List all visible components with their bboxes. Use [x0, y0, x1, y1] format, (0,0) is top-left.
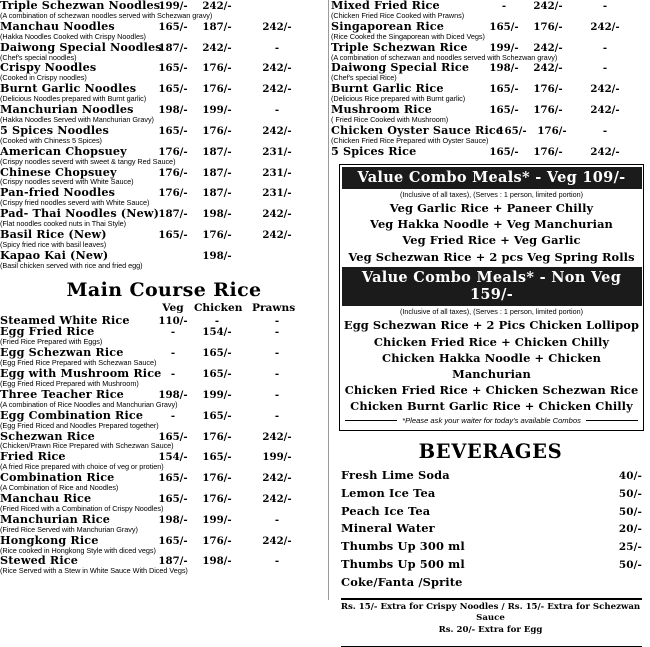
- menu-item-description: (Hakka Noodles Served with Manchurian Gravy): [0, 114, 154, 124]
- menu-item-name: Pan-fried Noodles: [0, 185, 116, 200]
- combo-line: Chicken Fried Rice + Chicken Chilly: [373, 334, 610, 349]
- menu-item-price-prawns: 242/-: [262, 534, 292, 547]
- beverage-price: 50/-: [618, 505, 642, 518]
- menu-item-price-veg: 187/-: [158, 555, 188, 568]
- menu-item-price-veg: 165/-: [158, 492, 188, 505]
- menu-item-name: Mixed Fried Rice: [331, 0, 440, 12]
- menu-item-row: [0, 226, 328, 249]
- menu-item-name: Manchurian Noodles: [0, 102, 134, 117]
- menu-item-row: [0, 428, 328, 451]
- menu-item-name: American Chopsuey: [0, 143, 127, 158]
- menu-item-row: [0, 451, 328, 471]
- menu-item-price-veg: 165/-: [158, 228, 188, 241]
- menu-item-name: Pad- Thai Noodles (New): [0, 206, 160, 221]
- footer-note-line-1: Rs. 15/- Extra for Crispy Noodles / Rs. 15/- Extra for Schezwan Sauce: [340, 601, 641, 624]
- menu-item-price-prawns: -: [274, 388, 280, 401]
- menu-item-price-chicken: 176/-: [533, 145, 563, 158]
- menu-item-name: Egg Schezwan Rice: [0, 345, 124, 360]
- column-header-chicken: Chicken: [194, 302, 243, 315]
- menu-item-row: [0, 555, 328, 575]
- menu-item-row: [331, 18, 650, 41]
- menu-item-row: [0, 62, 328, 82]
- menu-item-row: [0, 187, 328, 207]
- menu-item-price-chicken: 242/-: [533, 0, 563, 12]
- menu-item-price-chicken: 165/-: [202, 368, 232, 381]
- menu-item-price-chicken: 154/-: [202, 326, 232, 339]
- menu-item-price-chicken: 199/-: [202, 513, 232, 526]
- menu-item-description: (A fried Rice prepared with choice of veg or protien): [0, 462, 164, 472]
- menu-item-description: (A Combination of Rice and Noodles): [0, 483, 119, 493]
- menu-item-price-chicken: 176/-: [202, 472, 232, 485]
- menu-item-price-chicken: 198/-: [202, 208, 232, 221]
- beverage-name: Lemon Ice Tea: [341, 485, 436, 500]
- menu-item-price-prawns: -: [274, 409, 280, 422]
- menu-item-row: [0, 511, 328, 534]
- combo-line: Chicken Fried Rice + Chicken Schezwan Rice: [344, 383, 639, 398]
- menu-item-row: [0, 386, 328, 409]
- menu-item-price-prawns: 242/-: [590, 20, 620, 33]
- menu-item-description: (Fired Rice Served with Manchurian Gravy): [0, 524, 138, 534]
- menu-item-name: Combination Rice: [0, 470, 115, 485]
- menu-item-row: [331, 62, 650, 82]
- menu-item-price-chicken: 176/-: [202, 83, 232, 96]
- menu-item-price-chicken: 176/-: [202, 124, 232, 137]
- menu-item-price-prawns: 242/-: [262, 430, 292, 443]
- menu-item-price-prawns: -: [602, 41, 608, 54]
- menu-item-price-prawns: 242/-: [262, 472, 292, 485]
- menu-item-price-chicken: 187/-: [202, 166, 232, 179]
- menu-item-price-chicken: 199/-: [202, 104, 232, 117]
- menu-item-row: [0, 104, 328, 124]
- menu-item-price-veg: 176/-: [158, 166, 188, 179]
- footer-note: [331, 600, 650, 639]
- beverage-price: 50/-: [618, 487, 642, 500]
- menu-item-price-chicken: -: [214, 315, 220, 328]
- menu-item-row: [0, 490, 328, 513]
- left-column: [0, 0, 328, 600]
- footnote-rule-left: [345, 420, 397, 421]
- menu-item-price-prawns: -: [274, 347, 280, 360]
- menu-item-price-chicken: 176/-: [202, 430, 232, 443]
- menu-item-row: [0, 247, 328, 270]
- menu-item-price-veg: 165/-: [158, 534, 188, 547]
- menu-item-name: Chicken Oyster Sauce Rice: [331, 122, 504, 137]
- menu-item-description: (Chicken/Prawn Rice Prepared with Schezwan Sauce): [0, 441, 174, 451]
- menu-item-description: (Crispy noodles severd with sweet & tangy Red Sauce): [0, 156, 176, 166]
- menu-item-name: Steamed White Rice: [0, 313, 130, 328]
- menu-item-description: (Fried Riced with a Combination of Crispy Noodles): [0, 503, 164, 513]
- menu-item-row: [0, 472, 328, 492]
- menu-item-row: [0, 208, 328, 228]
- combo-line: Chicken Burnt Garlic Rice + Chicken Chilly: [350, 399, 633, 414]
- beverage-row: [341, 520, 642, 538]
- beverage-name: Fresh Lime Soda: [341, 467, 450, 482]
- combo-line: Veg Garlic Rice + Paneer Chilly: [389, 201, 594, 216]
- beverage-row: [341, 503, 642, 521]
- menu-item-price-chicken: 176/-: [202, 492, 232, 505]
- menu-item-name: Mushroom Rice: [331, 102, 432, 117]
- menu-item-price-veg: 165/-: [158, 20, 188, 33]
- menu-item-name: Egg with Mushroom Rice: [0, 366, 162, 381]
- menu-item-price-prawns: 242/-: [262, 124, 292, 137]
- menu-item-row: [0, 368, 328, 388]
- menu-item-name: Stewed Rice: [0, 553, 78, 568]
- menu-item-price-prawns: 242/-: [262, 62, 292, 75]
- menu-item-description: (Crispy noodles severd with White Sauce): [0, 177, 134, 187]
- menu-item-price-chicken: 176/-: [202, 228, 232, 241]
- menu-item-description: (Flat noodles cooked nuts in Thai Style): [0, 219, 127, 229]
- menu-item-price-veg: 198/-: [489, 62, 519, 75]
- menu-item-price-prawns: 242/-: [262, 492, 292, 505]
- menu-item-name-row: [0, 247, 328, 262]
- menu-item-price-veg: 110/-: [158, 315, 188, 328]
- menu-item-row: [331, 39, 650, 62]
- combo-line: Chicken Hakka Noodle + Chicken Manchurian: [382, 350, 601, 381]
- right-column: [331, 0, 650, 635]
- menu-item-price-prawns: -: [274, 315, 280, 328]
- menu-item-description: (Chicken Fried Rice Cooked with Prawns): [331, 10, 465, 20]
- beverage-row: [341, 538, 642, 556]
- menu-item-price-chicken: 176/-: [202, 62, 232, 75]
- menu-item-name: Burnt Garlic Noodles: [0, 81, 137, 96]
- menu-item-price-prawns: -: [602, 0, 608, 12]
- menu-item-name: Daiwong Special Rice: [331, 60, 470, 75]
- beverage-name: Coke/Fanta /Sprite: [341, 574, 463, 589]
- combo-veg-heading: Value Combo Meals* - Veg 109/-: [342, 167, 642, 189]
- menu-item-name: Schezwan Rice: [0, 428, 95, 443]
- menu-item-row: [0, 347, 328, 367]
- menu-item-row: [0, 143, 328, 166]
- menu-item-description: (Cooked with Chiness 5 Spices): [0, 135, 102, 145]
- rice-item-list-continued: [331, 0, 650, 157]
- menu-item-description: (Basil chicken served with rice and fried egg): [0, 260, 143, 270]
- menu-item-price-prawns: 231/-: [262, 145, 292, 158]
- combo-line: Egg Schezwan Rice + 2 Pics Chicken Lollipop: [343, 318, 640, 333]
- menu-item-row: [0, 326, 328, 346]
- beverage-row: [341, 467, 642, 485]
- menu-item-name: 5 Spices Rice: [331, 143, 417, 158]
- menu-item-name: Daiwong Special Noodles: [0, 39, 162, 54]
- menu-item-name: Singaporean Rice: [331, 18, 444, 33]
- menu-item-price-prawns: 242/-: [262, 83, 292, 96]
- menu-item-price-prawns: -: [602, 62, 608, 75]
- menu-item-name: Manchau Noodles: [0, 18, 115, 33]
- menu-item-price-veg: -: [170, 409, 176, 422]
- menu-item-row: [0, 83, 328, 103]
- beverage-name: Thumbs Up 300 ml: [341, 539, 465, 554]
- menu-item-price-chicken: 176/-: [533, 83, 563, 96]
- menu-item-price-chicken: 242/-: [533, 62, 563, 75]
- combo-nonveg-note: (Inclusive of all taxes), (Serves : 1 person, limited portion): [400, 307, 583, 317]
- menu-item-name: 5 Spices Noodles: [0, 122, 109, 137]
- menu-item-row: [0, 0, 328, 20]
- beverage-row: [341, 574, 642, 591]
- menu-item-description: (Chicken Fried Rice Prepared with Oyster Sauce): [331, 135, 489, 145]
- menu-item-description: (Rice cooked in Hongkong Style with diced vegs): [0, 545, 156, 555]
- menu-item-description: (Egg Fried Riced and Noodles Prepared together): [0, 420, 159, 430]
- footer-note-line-2: Rs. 20/- Extra for Egg: [438, 624, 543, 635]
- menu-item-description: (Delicious Noodles prepared with Burnt garlic): [0, 94, 147, 104]
- menu-item-price-chicken: 187/-: [202, 187, 232, 200]
- menu-item-description: (Rice Cooked the Singaporean with Diced Vegs): [331, 31, 485, 41]
- menu-item-description: (A combination of Rice Noodles and Manchurian Gravy): [0, 399, 178, 409]
- menu-item-price-veg: 165/-: [489, 145, 519, 158]
- combo-footnote-row: [342, 414, 642, 428]
- column-divider: [328, 0, 329, 600]
- menu-item-price-veg: 165/-: [158, 62, 188, 75]
- beverage-name: Mineral Water: [341, 521, 435, 536]
- beverage-price: 50/-: [618, 559, 642, 572]
- menu-item-description: (Delicious Rice prepared with Burnt garlic): [331, 94, 466, 104]
- menu-item-price-chicken: 187/-: [202, 20, 232, 33]
- menu-item-description: (Spicy fried rice with basil leaves): [0, 239, 107, 249]
- beverage-price: 20/-: [618, 523, 642, 536]
- menu-item-price-chicken: 176/-: [537, 124, 567, 137]
- menu-item-price-chicken: 165/-: [202, 347, 232, 360]
- menu-item-price-veg: 165/-: [158, 472, 188, 485]
- menu-item-name: Burnt Garlic Rice: [331, 81, 444, 96]
- menu-item-price-prawns: 242/-: [590, 104, 620, 117]
- menu-item-price-veg: 198/-: [158, 388, 188, 401]
- menu-item-description: (Hakka Noodles Cooked with Crispy Noodles): [0, 31, 146, 41]
- menu-item-price-veg: 154/-: [158, 451, 188, 464]
- menu-item-price-prawns: -: [274, 368, 280, 381]
- beverage-name: Peach Ice Tea: [341, 503, 431, 518]
- menu-item-description: ( Fried Rice Cooked with Mushroom): [331, 114, 449, 124]
- menu-item-row: [0, 164, 328, 187]
- menu-item-price-prawns: -: [274, 326, 280, 339]
- beverages-item-list: [341, 467, 642, 591]
- menu-item-price-veg: 165/-: [497, 124, 527, 137]
- menu-item-price-veg: 165/-: [489, 83, 519, 96]
- menu-item-price-chicken: 242/-: [533, 41, 563, 54]
- noodles-item-list: [0, 0, 328, 270]
- menu-item-name: Chinese Chopsuey: [0, 164, 117, 179]
- menu-item-name: Fried Rice: [0, 449, 66, 464]
- combo-line: Veg Fried Rice + Veg Garlic: [402, 233, 581, 248]
- menu-item-row: [0, 122, 328, 145]
- combo-nonveg-line-list: [342, 317, 642, 414]
- menu-item-row: [331, 104, 650, 124]
- menu-item-price-veg: 165/-: [158, 124, 188, 137]
- menu-item-price-prawns: 242/-: [590, 83, 620, 96]
- menu-item-price-veg: 187/-: [158, 208, 188, 221]
- menu-item-price-prawns: 242/-: [262, 20, 292, 33]
- menu-item-row: [0, 39, 328, 62]
- menu-item-row: [331, 122, 650, 145]
- menu-item-description: (Rice Served with a Stew in White Sauce With Diced Vegs): [0, 566, 188, 576]
- menu-item-name: Crispy Noodles: [0, 60, 97, 75]
- menu-item-price-chicken: 187/-: [202, 145, 232, 158]
- menu-item-price-veg: 198/-: [158, 104, 188, 117]
- combo-footnote-text: *Please ask your waiter for today's available Combos: [402, 416, 581, 426]
- combo-nonveg-body: [342, 306, 642, 429]
- menu-item-price-veg: -: [170, 326, 176, 339]
- combo-veg-body: [342, 189, 642, 267]
- menu-item-price-prawns: -: [602, 124, 608, 137]
- menu-item-price-chicken: 242/-: [202, 0, 232, 12]
- main-course-rice-title: Main Course Rice: [66, 279, 262, 302]
- combo-veg-note: (Inclusive of all taxes), (Serves : 1 person, limited portion): [400, 190, 583, 200]
- beverage-name: Thumbs Up 500 ml: [341, 557, 465, 572]
- menu-item-description: (Fried Rice Prepared with Eggs): [0, 337, 103, 347]
- menu-item-price-chicken: 242/-: [202, 41, 232, 54]
- menu-item-price-veg: 165/-: [158, 83, 188, 96]
- menu-item-price-chicken: 198/-: [202, 555, 232, 568]
- menu-item-price-prawns: 231/-: [262, 187, 292, 200]
- menu-item-name: Three Teacher Rice: [0, 386, 124, 401]
- menu-item-name: Manchau Rice: [0, 490, 92, 505]
- beverage-row: [341, 485, 642, 503]
- menu-item-row: [0, 18, 328, 41]
- menu-item-price-veg: 165/-: [489, 20, 519, 33]
- menu-item-description: (Egg Fried Riced Prepared with Mushroom): [0, 379, 139, 389]
- menu-item-row: [0, 532, 328, 555]
- menu-item-price-veg: 165/-: [489, 104, 519, 117]
- menu-item-price-veg: 199/-: [158, 0, 188, 12]
- menu-item-row: [331, 0, 650, 20]
- menu-item-price-veg: 198/-: [158, 513, 188, 526]
- menu-item-price-chicken: 199/-: [202, 388, 232, 401]
- menu-item-description: (Cooked in Crispy noodles): [0, 73, 87, 83]
- beverage-row: [341, 556, 642, 574]
- menu-item-price-chicken: 176/-: [202, 534, 232, 547]
- menu-item-price-prawns: -: [274, 41, 280, 54]
- menu-item-description: (Chef's special noodles): [0, 52, 77, 62]
- menu-item-price-chicken: 176/-: [533, 20, 563, 33]
- menu-item-row: [331, 143, 650, 158]
- beverage-price: 25/-: [618, 541, 642, 554]
- combo-nonveg-heading: Value Combo Meals* - Non Veg 159/-: [342, 267, 642, 306]
- menu-item-price-veg: -: [170, 368, 176, 381]
- menu-item-row: [331, 83, 650, 103]
- menu-item-description: (Egg Fried Rice Prepared with Schezwan Sauce): [0, 358, 157, 368]
- menu-item-name: Kapao Kai (New): [0, 247, 109, 262]
- menu-item-name: Manchurian Rice: [0, 511, 110, 526]
- menu-item-price-prawns: -: [274, 555, 280, 568]
- menu-item-price-prawns: -: [274, 513, 280, 526]
- column-header-prawns: Prawns: [252, 302, 296, 315]
- menu-item-name: Basil Rice (New): [0, 226, 107, 241]
- menu-item-price-prawns: 242/-: [262, 228, 292, 241]
- value-combo-veg-box: [339, 164, 644, 431]
- menu-item-price-chicken: 198/-: [202, 249, 232, 262]
- menu-item-name: Triple Schezwan Noodles: [0, 0, 161, 12]
- menu-item-description: (A combination of schezwan noodles served with Schezwan gravy): [0, 10, 213, 20]
- menu-item-price-veg: 176/-: [158, 187, 188, 200]
- combo-line: Veg Hakka Noodle + Veg Manchurian: [370, 217, 613, 232]
- menu-item-price-prawns: 242/-: [590, 145, 620, 158]
- menu-item-price-veg: 199/-: [489, 41, 519, 54]
- menu-item-description: (A combination of schezwan and noodles served with Schezwan gravy): [331, 52, 558, 62]
- menu-item-price-prawns: 242/-: [262, 208, 292, 221]
- beverage-price: 40/-: [618, 469, 642, 482]
- beverages-title: BEVERAGES: [418, 439, 563, 463]
- combo-line: Veg Schezwan Rice + 2 pcs Veg Spring Rolls: [348, 249, 635, 264]
- menu-item-price-chicken: 176/-: [533, 104, 563, 117]
- menu-item-description: (Chef's special Rice): [331, 73, 397, 83]
- combo-veg-line-list: [342, 200, 642, 265]
- menu-item-price-veg: 187/-: [158, 41, 188, 54]
- column-header-veg: Veg: [162, 302, 184, 315]
- menu-item-price-veg: -: [170, 347, 176, 360]
- menu-item-name: Egg Fried Rice: [0, 324, 95, 339]
- menu-item-row: [0, 407, 328, 430]
- main-course-rice-item-list: [0, 315, 328, 576]
- menu-item-price-prawns: -: [274, 104, 280, 117]
- menu-item-name: Triple Schezwan Rice: [331, 39, 468, 54]
- menu-item-price-veg: 165/-: [158, 430, 188, 443]
- menu-item-name: Egg Combination Rice: [0, 407, 144, 422]
- menu-item-price-chicken: 165/-: [202, 451, 232, 464]
- footnote-rule-right: [586, 420, 638, 421]
- menu-item-price-prawns: 231/-: [262, 166, 292, 179]
- menu-item-name: Hongkong Rice: [0, 532, 99, 547]
- menu-item-price-chicken: 165/-: [202, 409, 232, 422]
- menu-item-price-prawns: 199/-: [262, 451, 292, 464]
- menu-item-price-veg: 176/-: [158, 145, 188, 158]
- menu-item-price-veg: -: [501, 0, 507, 12]
- menu-item-description: (Crispy fried noodles severd with White Sauce): [0, 198, 150, 208]
